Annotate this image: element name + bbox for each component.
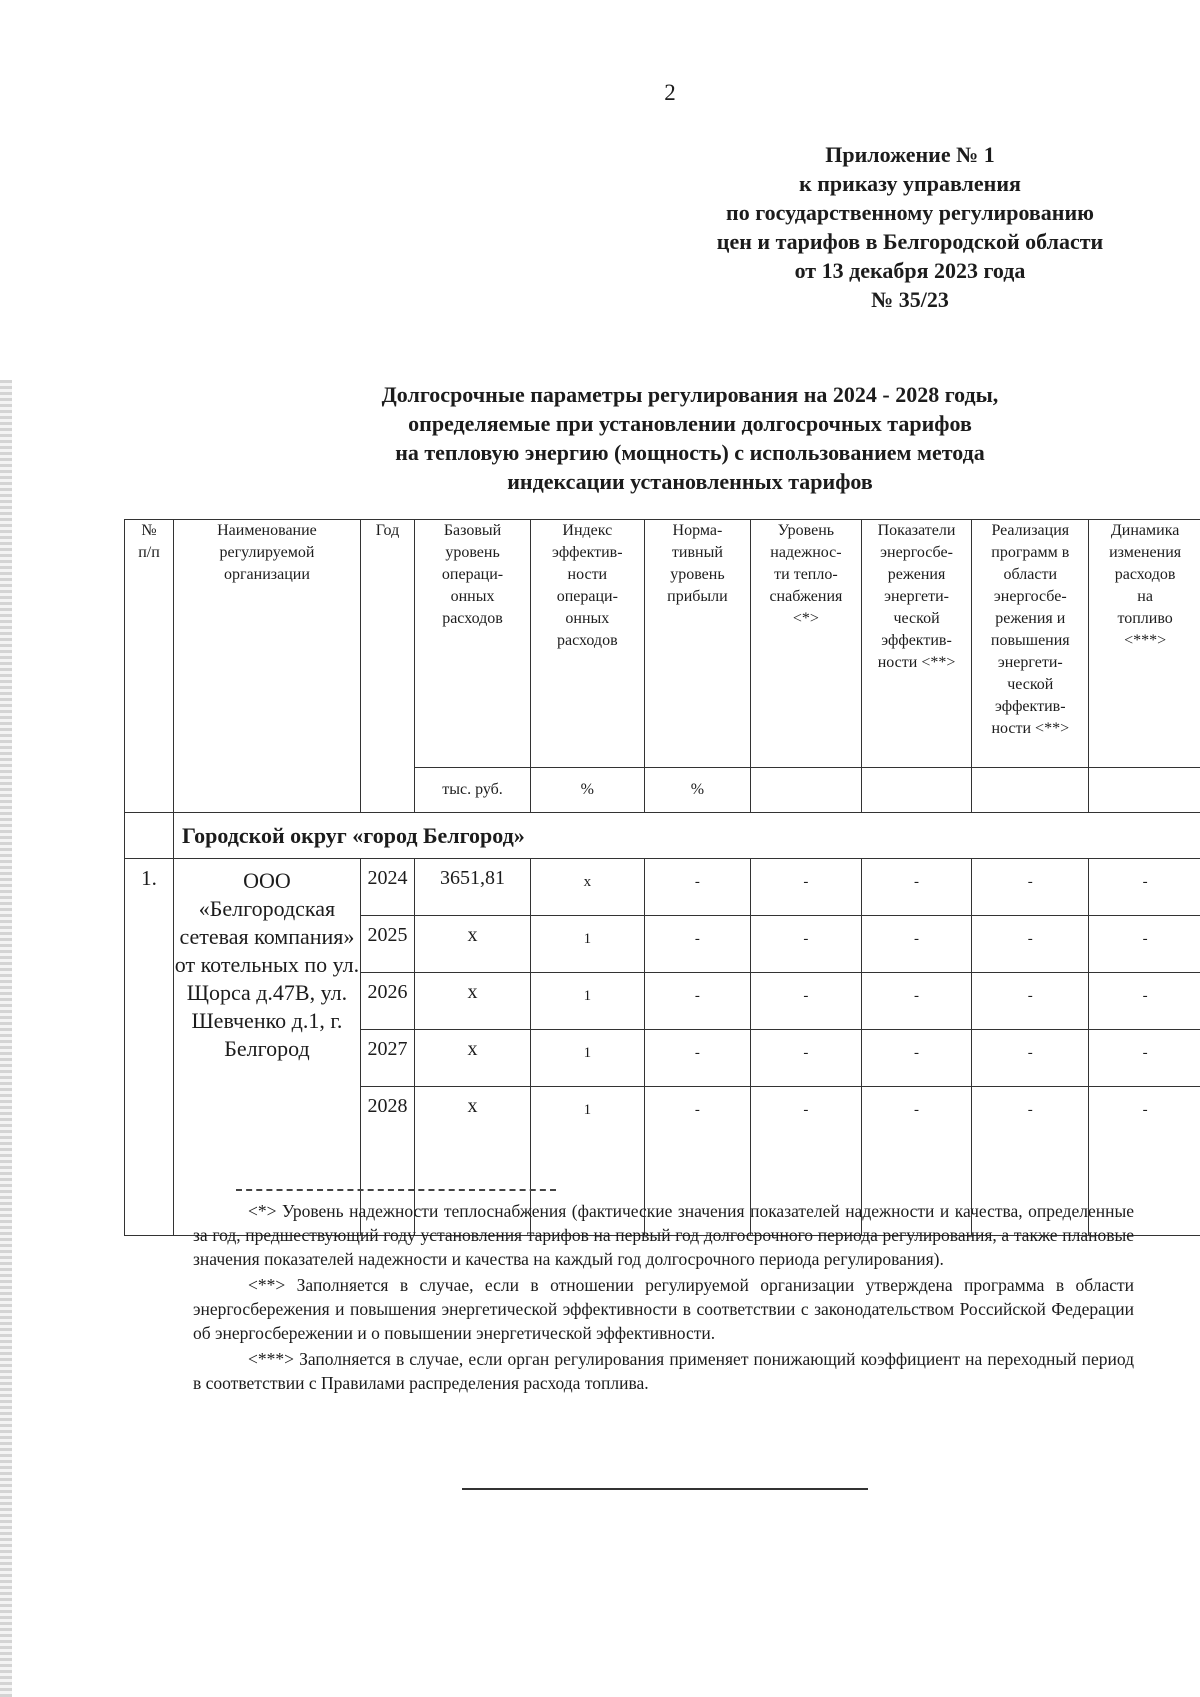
reliability-cell: -: [751, 1030, 862, 1087]
base-level-cell: х: [415, 916, 531, 973]
year-cell: 2026: [360, 973, 414, 1030]
footnote: <*> Уровень надежности теплоснабжения (фактические значения показателей надежности и качества, определенные за год, предшествующий году установления тарифов на первый год долгосрочного периода регулирования, а также плановые значения показателей надежности и качества на каждый год долгосрочного периода регулирования).: [193, 1201, 1134, 1269]
header-line: уровень: [445, 544, 500, 561]
header-line: энергети-: [884, 588, 949, 605]
header-line: Год: [375, 522, 400, 539]
indicators-cell: -: [861, 916, 972, 973]
programs-cell: -: [972, 1030, 1089, 1087]
header-line: ности <**>: [991, 720, 1070, 737]
header-line: программ в: [991, 544, 1070, 561]
indicators-cell: -: [861, 973, 972, 1030]
title-line: Долгосрочные параметры регулирования на 2024 - 2028 годы,: [381, 382, 999, 407]
header-line: эффектив-: [881, 632, 952, 649]
reliability-cell: -: [751, 859, 862, 916]
profit-cell: -: [644, 916, 750, 973]
header-line: ности: [567, 566, 608, 583]
header-line: ческой: [1007, 676, 1054, 693]
header-line: топливо: [1117, 610, 1173, 627]
header-line: тивный: [671, 544, 723, 561]
header-line: Динамика: [1110, 522, 1180, 539]
header-line: операци-: [556, 588, 618, 605]
header-efficiency-index: [530, 520, 644, 768]
base-level-cell: х: [415, 1030, 531, 1087]
appendix-line: № 35/23: [871, 287, 949, 312]
fuel-cell: -: [1089, 1030, 1200, 1087]
appendix-header: [680, 140, 1140, 314]
reliability-cell: -: [751, 1087, 862, 1236]
year-cell: 2027: [360, 1030, 414, 1087]
base-level-cell: х: [415, 1087, 531, 1236]
unit-profit: %: [644, 768, 750, 813]
efficiency-index-cell: х: [530, 859, 644, 916]
district-row: [125, 813, 1200, 859]
profit-cell: -: [644, 973, 750, 1030]
footnote-separator: [236, 1189, 556, 1191]
reliability-cell: -: [751, 916, 862, 973]
appendix-line: к приказу управления: [799, 171, 1021, 196]
programs-cell: -: [972, 973, 1089, 1030]
table-row: [125, 859, 1200, 916]
unit-empty: [861, 768, 972, 813]
unit-empty: [972, 768, 1089, 813]
efficiency-index-cell: 1: [530, 1030, 644, 1087]
header-line: энергосбе-: [880, 544, 953, 561]
header-line: ческой: [893, 610, 940, 627]
header-line: энергосбе-: [993, 588, 1067, 605]
appendix-line: цен и тарифов в Белгородской области: [716, 229, 1104, 254]
header-energy-indicators: [861, 520, 972, 768]
header-line: эффектив-: [552, 544, 623, 561]
district-name: Городской округ «город Белгород»: [174, 813, 1200, 859]
header-line: <***>: [1124, 632, 1167, 649]
header-line: на: [1137, 588, 1153, 605]
programs-cell: -: [972, 1087, 1089, 1236]
efficiency-index-cell: 1: [530, 916, 644, 973]
regulation-parameters-table: [124, 519, 1200, 1236]
year-cell: 2024: [360, 859, 414, 916]
header-fuel-dynamics: [1089, 520, 1200, 768]
unit-empty: [751, 768, 862, 813]
appendix-line: от 13 декабря 2023 года: [794, 258, 1026, 283]
document-title: [260, 380, 1120, 496]
header-line: надежнос-: [770, 544, 842, 561]
indicators-cell: -: [861, 859, 972, 916]
unit-base: тыс. руб.: [415, 768, 531, 813]
header-line: режения и: [995, 610, 1066, 627]
header-line: режения: [887, 566, 946, 583]
footnote: <**> Заполняется в случае, если в отношении регулируемой организации утверждена программа в области энергосбережения и повышения энергетической эффективности в соответствии с законодательством Российской Федерации об энергосбережении и о повышении энергетической эффективности.: [193, 1275, 1134, 1343]
header-energy-programs: [972, 520, 1089, 768]
fuel-cell: -: [1089, 859, 1200, 916]
header-line: расходов: [1114, 566, 1176, 583]
profit-cell: -: [644, 1087, 750, 1236]
fuel-cell: -: [1089, 973, 1200, 1030]
header-line: ти тепло-: [774, 566, 838, 583]
year-cell: 2028: [360, 1087, 414, 1236]
unit-index: %: [530, 768, 644, 813]
base-level-cell: х: [415, 973, 531, 1030]
title-line: определяемые при установлении долгосрочных тарифов: [408, 411, 972, 436]
org-name: ООО «Белгородская сетевая компания» от котельных по ул. Щорса д.47В, ул. Шевченко д.1, г. Белгород: [174, 859, 361, 1236]
indicators-cell: -: [861, 1030, 972, 1087]
header-line: Наименование: [217, 522, 317, 539]
header-line: прибыли: [667, 588, 728, 605]
profit-cell: -: [644, 859, 750, 916]
header-organization: [174, 520, 361, 813]
header-line: операци-: [441, 566, 504, 583]
title-line: на тепловую энергию (мощность) с использованием метода: [395, 440, 985, 465]
page-number: 2: [664, 80, 676, 105]
appendix-line: по государственному регулированию: [726, 200, 1094, 225]
header-line: Норма-: [672, 522, 723, 539]
programs-cell: -: [972, 859, 1089, 916]
district-number-cell: [125, 813, 174, 859]
programs-cell: -: [972, 916, 1089, 973]
header-line: уровень: [670, 566, 725, 583]
title-line: индексации установленных тарифов: [507, 469, 873, 494]
scan-edge-artifact: [0, 380, 12, 1697]
unit-empty: [1089, 768, 1200, 813]
header-reliability: [751, 520, 862, 768]
efficiency-index-cell: 1: [530, 973, 644, 1030]
footnote: <***> Заполняется в случае, если орган регулирования применяет понижающий коэффициент на переходный период в соответствии с Правилами распределения расхода топлива.: [193, 1349, 1134, 1393]
header-line: онных: [450, 588, 495, 605]
profit-cell: -: [644, 1030, 750, 1087]
header-year: [360, 520, 414, 813]
header-line: расходов: [557, 632, 618, 649]
header-line: Базовый: [443, 522, 502, 539]
header-line: области: [1003, 566, 1058, 583]
header-line: <*>: [792, 610, 819, 627]
fuel-cell: -: [1089, 916, 1200, 973]
header-line: повышения: [990, 632, 1070, 649]
header-line: Уровень: [777, 522, 835, 539]
header-line: снабжения: [769, 588, 843, 605]
header-line: Показатели: [877, 522, 956, 539]
header-line: ности <**>: [877, 654, 956, 671]
fuel-cell: -: [1089, 1087, 1200, 1236]
header-line: №: [141, 522, 157, 539]
table-header-row: [125, 520, 1200, 768]
efficiency-index-cell: 1: [530, 1087, 644, 1236]
appendix-line: Приложение № 1: [825, 142, 995, 167]
base-level-cell: 3651,81: [415, 859, 531, 916]
reliability-cell: -: [751, 973, 862, 1030]
header-line: энергети-: [997, 654, 1063, 671]
header-line: изменения: [1109, 544, 1182, 561]
header-line: организации: [223, 566, 310, 583]
header-number: [125, 520, 174, 813]
end-divider: [462, 1488, 868, 1490]
header-line: Индекс: [562, 522, 613, 539]
header-line: расходов: [442, 610, 503, 627]
footnotes: [193, 1199, 1134, 1397]
header-profit-level: [644, 520, 750, 768]
header-line: эффектив-: [995, 698, 1066, 715]
indicators-cell: -: [861, 1087, 972, 1236]
header-line: Реализация: [991, 522, 1070, 539]
header-line: п/п: [138, 544, 160, 561]
header-line: онных: [565, 610, 610, 627]
org-number: 1.: [125, 859, 174, 1236]
header-line: регулируемой: [219, 544, 315, 561]
year-cell: 2025: [360, 916, 414, 973]
header-base-level: [415, 520, 531, 768]
